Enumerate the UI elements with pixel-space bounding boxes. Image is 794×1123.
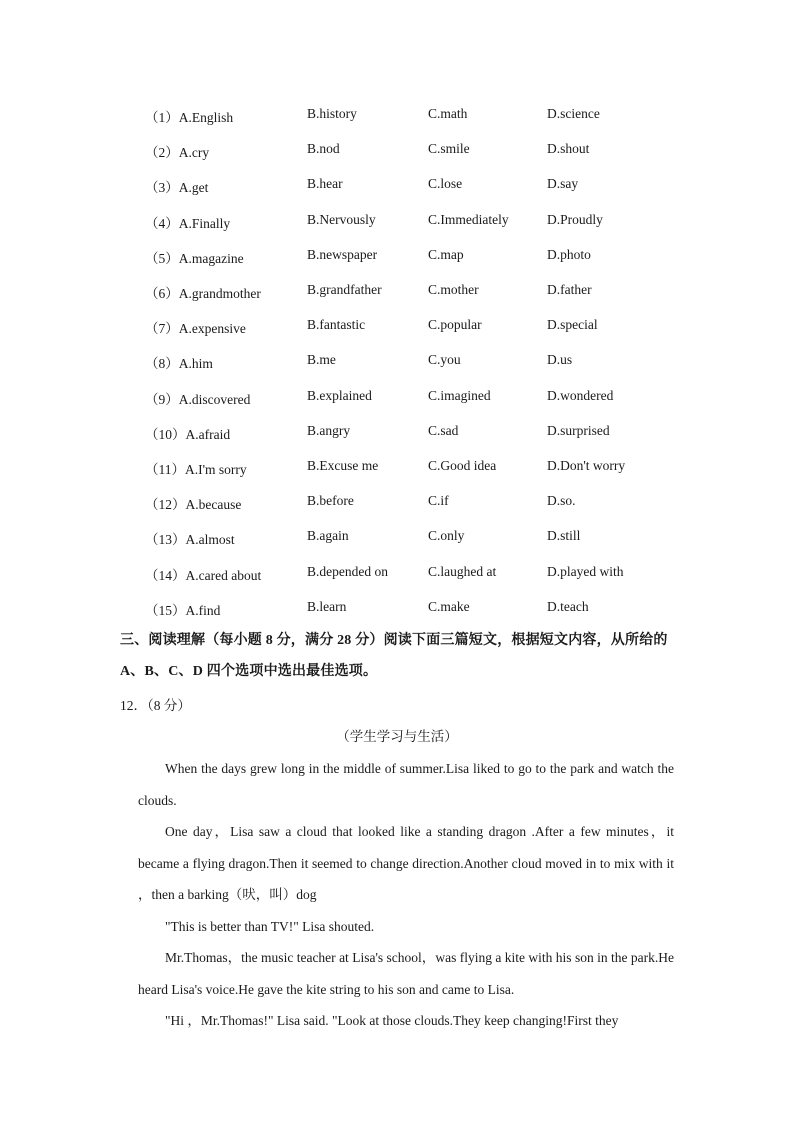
option-d: D.say [547, 176, 579, 192]
option-row [0, 599, 794, 619]
option-d: D.Proudly [547, 211, 603, 227]
option-number: （9） [145, 391, 179, 407]
option-c: C.laughed at [428, 563, 497, 579]
option-c: C.you [428, 352, 461, 368]
option-a: A.Finally [178, 215, 231, 231]
option-d: D.teach [547, 598, 589, 614]
question-number: 12．（8 分） [120, 698, 191, 713]
option-label-group [145, 599, 220, 619]
option-c: C.if [428, 493, 449, 509]
option-number: （14） [145, 567, 186, 583]
option-label-group [145, 423, 230, 443]
option-c: C.sad [428, 422, 459, 438]
option-number: （1） [145, 110, 179, 125]
option-number: （4） [145, 215, 179, 231]
option-a: A.discovered [178, 391, 251, 407]
option-row [0, 564, 794, 584]
reading-passage [138, 753, 674, 1037]
option-c: C.mother [428, 282, 479, 297]
option-d: D.science [547, 106, 600, 121]
option-label-group [145, 282, 261, 302]
option-label-group [145, 141, 209, 161]
option-b: B.history [307, 106, 357, 121]
option-number: （13） [145, 532, 186, 548]
option-d: D.Don't worry [547, 458, 626, 473]
option-c: C.lose [428, 176, 463, 192]
option-b: B.fantastic [307, 317, 366, 333]
option-number: （7） [145, 321, 179, 337]
option-number: （12） [145, 497, 186, 513]
passage-topic: （学生学习与生活） [336, 729, 458, 744]
option-a: A.because [185, 497, 242, 513]
option-label-group [145, 458, 247, 478]
option-row [0, 528, 794, 548]
option-a: A.I'm sorry [185, 462, 247, 477]
option-row [0, 247, 794, 267]
option-row [0, 458, 794, 478]
option-d: D.photo [547, 246, 591, 262]
option-d: D.played with [547, 563, 624, 579]
option-number: （15） [145, 602, 186, 618]
passage-paragraph: "This is better than TV!" Lisa shouted. [165, 918, 375, 934]
option-label-group [145, 247, 244, 267]
option-b: B.depended on [307, 563, 388, 579]
option-a: A.almost [185, 532, 235, 548]
option-row [0, 212, 794, 232]
option-row [0, 106, 794, 126]
option-label-group [145, 352, 213, 372]
option-a: A.get [178, 180, 209, 196]
option-c: C.imagined [428, 387, 491, 403]
option-c: C.popular [428, 317, 482, 333]
option-d: D.us [547, 352, 573, 368]
option-c: C.Immediately [428, 211, 509, 227]
option-d: D.surprised [547, 422, 610, 438]
option-label-group [145, 176, 208, 196]
option-d: D.still [547, 528, 581, 544]
option-b: B.Excuse me [307, 458, 379, 473]
option-c: C.map [428, 246, 464, 262]
option-label-group [145, 212, 230, 232]
option-label-group [145, 493, 241, 513]
option-number: （2） [145, 145, 179, 161]
option-b: B.again [307, 528, 349, 544]
option-row [0, 282, 794, 302]
option-label-group [145, 106, 233, 126]
option-number: （10） [145, 426, 186, 442]
option-row [0, 423, 794, 443]
option-b: B.angry [307, 422, 351, 438]
option-b: B.hear [307, 176, 343, 192]
option-row [0, 317, 794, 337]
option-a: A.grandmother [178, 286, 261, 301]
option-label-group [145, 388, 250, 408]
option-a: A.expensive [178, 321, 246, 337]
option-row [0, 176, 794, 196]
option-a: A.magazine [178, 250, 244, 266]
passage-paragraph: One day，Lisa saw a cloud that looked like a standing dragon .After a few minutes，it became a flying dragon.Then it seemed to change direction.Another cloud moved in to mix with it ，then a barking（吠，叫）dog [138, 824, 674, 902]
option-d: D.so. [547, 493, 576, 509]
option-d: D.father [547, 282, 592, 297]
option-a: A.him [178, 356, 213, 372]
option-c: C.math [428, 106, 468, 121]
option-a: A.cared about [185, 567, 262, 583]
option-b: B.me [307, 352, 336, 368]
passage-paragraph: Mr.Thomas，the music teacher at Lisa's school，was flying a kite with his son in the park.He heard Lisa's voice.He gave the kite string to his son and came to Lisa. [138, 950, 674, 997]
option-label-group [145, 564, 261, 584]
option-row [0, 352, 794, 372]
option-c: C.smile [428, 141, 470, 157]
option-number: （5） [145, 250, 179, 266]
option-b: B.learn [307, 598, 347, 614]
option-d: D.wondered [547, 387, 614, 403]
section-title: 三、阅读理解（每小题 8 分，满分 28 分）阅读下面三篇短文，根据短文内容，从所给的 A、B、C、D 四个选项中选出最佳选项。 [120, 633, 668, 679]
option-b: B.nod [307, 141, 340, 157]
option-label-group [145, 528, 235, 548]
option-a: A.find [185, 602, 221, 618]
option-row [0, 388, 794, 408]
passage-paragraph: When the days grew long in the middle of summer.Lisa liked to go to the park and watch the clouds. [138, 761, 674, 808]
option-label-group [145, 317, 246, 337]
option-b: B.Nervously [307, 211, 376, 227]
option-c: C.only [428, 528, 465, 544]
option-number: （6） [145, 286, 179, 301]
option-b: B.newspaper [307, 246, 378, 262]
option-a: A.cry [178, 145, 210, 161]
option-b: B.before [307, 493, 354, 509]
passage-paragraph: "Hi ，Mr.Thomas!" Lisa said. "Look at those clouds.They keep changing!First they [165, 1013, 619, 1028]
option-b: B.explained [307, 387, 372, 403]
option-d: D.shout [547, 141, 590, 157]
option-row [0, 141, 794, 161]
option-d: D.special [547, 317, 598, 333]
option-a: A.afraid [185, 426, 231, 442]
option-number: （11） [145, 462, 185, 477]
option-c: C.Good idea [428, 458, 497, 473]
option-row [0, 493, 794, 513]
option-number: （8） [145, 356, 179, 372]
option-b: B.grandfather [307, 282, 382, 297]
option-c: C.make [428, 598, 470, 614]
option-number: （3） [145, 180, 179, 196]
option-a: A.English [178, 110, 234, 125]
